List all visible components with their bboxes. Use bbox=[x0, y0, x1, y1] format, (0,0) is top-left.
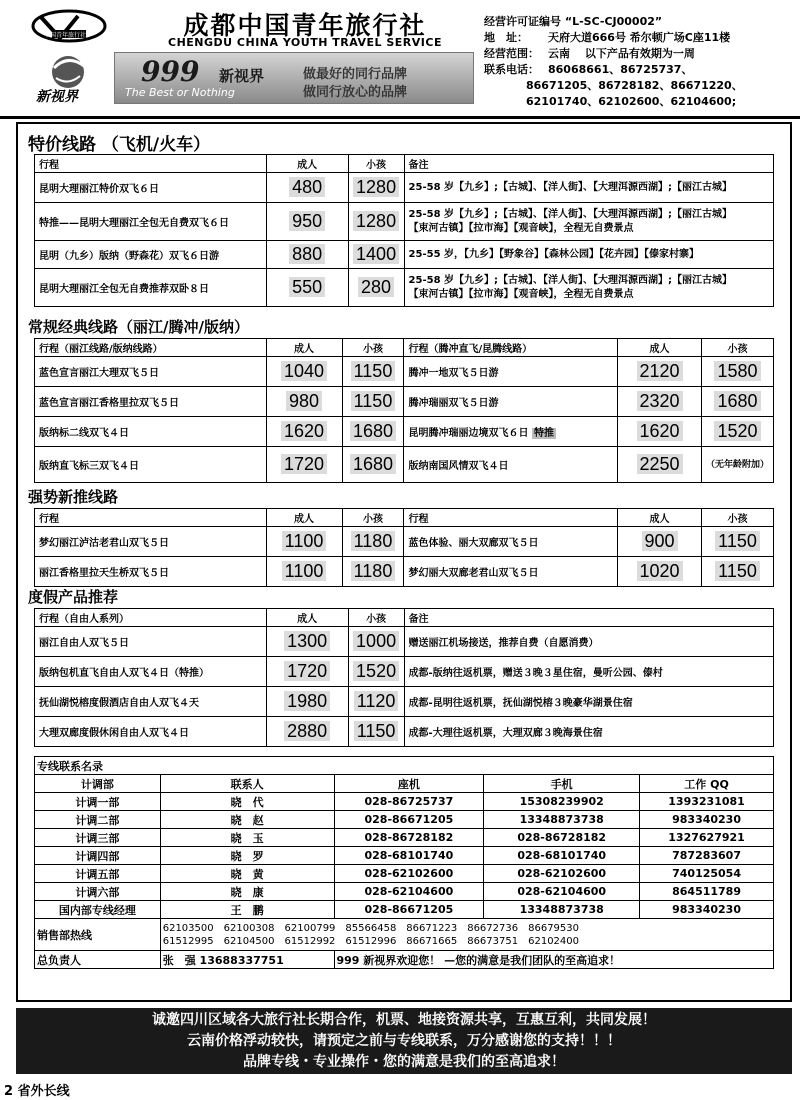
logo2-text: 新视界 bbox=[36, 89, 78, 105]
contact-name: 晓 赵 bbox=[160, 811, 334, 829]
col-header: 行程 bbox=[404, 509, 618, 527]
col-header: 工作 QQ bbox=[640, 775, 774, 793]
child-price: 280 bbox=[358, 277, 394, 297]
table-header-row bbox=[35, 339, 774, 357]
classic-section-title: 常规经典线路（丽江/腾冲/版纳） bbox=[28, 318, 249, 336]
contact-tel: 028-86725737 bbox=[334, 793, 484, 811]
contact-name: 晓 罗 bbox=[160, 847, 334, 865]
route-note: 25-58 岁【九乡】;【古城】、【洋人街】、【大理洱源西湖】;【丽江古城】 bbox=[408, 181, 733, 193]
route-name: 蓝色体验、丽大双廊双飞５日 bbox=[404, 527, 618, 557]
contact-tel: 028-86728182 bbox=[334, 829, 484, 847]
col-header: 成人 bbox=[618, 339, 702, 357]
special-section-title: 特价线路 （飞机/火车） bbox=[28, 135, 211, 155]
contact-mobile: 028-62102600 bbox=[484, 865, 640, 883]
contact-mobile: 13348873738 bbox=[484, 901, 640, 919]
child-price: 1680 bbox=[350, 454, 396, 474]
route-name: 版纳直飞标三双飞４日 bbox=[35, 447, 267, 483]
contact-tel: 028-62104600 bbox=[334, 883, 484, 901]
address-label: 地 址： bbox=[484, 31, 528, 44]
table-header-row bbox=[35, 609, 774, 627]
col-header: 成人 bbox=[266, 509, 342, 527]
col-header: 小孩 bbox=[348, 609, 404, 627]
special-table bbox=[34, 154, 774, 307]
main-frame bbox=[16, 122, 792, 1002]
child-price: 1000 bbox=[353, 631, 399, 651]
adult-price: 980 bbox=[286, 391, 322, 411]
adult-price: 2250 bbox=[637, 454, 683, 474]
contact-dept: 计调二部 bbox=[35, 811, 161, 829]
banner-999: 999 bbox=[141, 55, 200, 88]
route-name: 蓝色宣言丽江大理双飞５日 bbox=[35, 357, 267, 387]
contact-qq: 983340230 bbox=[640, 811, 774, 829]
manager-note: 999 新视界欢迎您！ —您的满意是我们团队的至高追求！ bbox=[334, 951, 774, 969]
contact-qq: 983340230 bbox=[640, 901, 774, 919]
table-row bbox=[35, 557, 774, 587]
manager-row bbox=[35, 951, 774, 969]
col-header: 小孩 bbox=[342, 339, 404, 357]
footer-banner bbox=[16, 1008, 792, 1074]
adult-price: 1720 bbox=[281, 454, 327, 474]
route-name: 版纳南国风情双飞４日 bbox=[404, 447, 618, 483]
manager-label: 总负责人 bbox=[35, 951, 161, 969]
adult-price: 1300 bbox=[284, 631, 330, 651]
company-info bbox=[484, 14, 800, 110]
adult-price: 1100 bbox=[282, 531, 327, 551]
table-row bbox=[35, 717, 774, 747]
table-row bbox=[35, 901, 774, 919]
contact-dept: 国内部专线经理 bbox=[35, 901, 161, 919]
col-header: 小孩 bbox=[342, 509, 404, 527]
contact-dept: 计调六部 bbox=[35, 883, 161, 901]
contact-mobile: 028-68101740 bbox=[484, 847, 640, 865]
new-table bbox=[34, 508, 774, 587]
col-header: 行程 bbox=[35, 155, 267, 173]
contact-dept: 计调一部 bbox=[35, 793, 161, 811]
table-row bbox=[35, 357, 774, 387]
table-row bbox=[35, 173, 774, 203]
adult-price: 1620 bbox=[637, 421, 683, 441]
contact-mobile: 028-86728182 bbox=[484, 829, 640, 847]
adult-price: 480 bbox=[289, 177, 325, 197]
contact-dept: 计调四部 bbox=[35, 847, 161, 865]
company-name-cn: 成都中国青年旅行社 bbox=[183, 11, 427, 40]
route-note: 【束河古镇】【拉市海】【观音峡】，全程无自费景点 bbox=[408, 222, 634, 234]
contact-qq: 787283607 bbox=[640, 847, 774, 865]
child-price: 1150 bbox=[351, 391, 396, 411]
col-header: 手机 bbox=[484, 775, 640, 793]
route-name: 昆明大理丽江全包无自费推荐双卧８日 bbox=[35, 269, 267, 307]
route-name: 梦幻丽江泸沽老君山双飞５日 bbox=[35, 527, 267, 557]
banner-tagline-1: 做最好的同行品牌 bbox=[303, 67, 408, 82]
route-note: 25-58 岁【九乡】;【古城】、【洋人街】、【大理洱源西湖】;【丽江古城】 bbox=[408, 208, 733, 220]
col-header: 计调部 bbox=[35, 775, 161, 793]
contact-mobile: 15308239902 bbox=[484, 793, 640, 811]
adult-price: 1020 bbox=[637, 561, 683, 581]
contact-tel: 028-86671205 bbox=[334, 901, 484, 919]
route-name: 蓝色宣言丽江香格里拉双飞５日 bbox=[35, 387, 267, 417]
route-name: 大理双廊度假休闲自由人双飞４日 bbox=[35, 717, 267, 747]
holiday-table bbox=[34, 608, 774, 747]
col-header: 备注 bbox=[404, 609, 773, 627]
adult-price: 2880 bbox=[284, 721, 330, 741]
table-row bbox=[35, 627, 774, 657]
adult-price: 950 bbox=[289, 211, 325, 231]
route-note: 25-58 岁【九乡】;【古城】、【洋人街】、【大理洱源西湖】;【丽江古城】 bbox=[408, 274, 733, 286]
phone-label: 联系电话： bbox=[484, 63, 539, 76]
featured-badge: 特推 bbox=[533, 428, 554, 439]
child-price: 1150 bbox=[354, 721, 399, 741]
child-price: 1150 bbox=[351, 361, 396, 381]
route-note: 成都-大理往返机票，大理双廊３晚海景住宿 bbox=[404, 717, 773, 747]
adult-price: 900 bbox=[642, 531, 678, 551]
route-note: 赠送丽江机场接送，推荐自费（自愿消费） bbox=[404, 627, 773, 657]
child-price: 1150 bbox=[715, 561, 760, 581]
table-header-row bbox=[35, 775, 774, 793]
child-price: 1280 bbox=[353, 177, 399, 197]
route-name: 特推——昆明大理丽江全包无自费双飞６日 bbox=[35, 203, 267, 241]
table-row bbox=[35, 387, 774, 417]
contact-dept: 计调三部 bbox=[35, 829, 161, 847]
contact-qq: 740125054 bbox=[640, 865, 774, 883]
table-row bbox=[35, 793, 774, 811]
table-row bbox=[35, 269, 774, 307]
route-name: 腾冲一地双飞５日游 bbox=[404, 357, 618, 387]
route-name: 昆明（九乡）版纳（野森花）双飞６日游 bbox=[35, 241, 267, 269]
route-name: 梦幻丽大双廊老君山双飞５日 bbox=[404, 557, 618, 587]
address-value: 天府大道666号 希尔顿广场C座11楼 bbox=[548, 31, 731, 44]
contact-qq: 1327627921 bbox=[640, 829, 774, 847]
license-value: “L-SC-CJ00002” bbox=[564, 15, 663, 28]
adult-price: 1040 bbox=[281, 361, 327, 381]
table-row bbox=[35, 447, 774, 483]
table-row bbox=[35, 687, 774, 717]
holiday-section-title: 度假产品推荐 bbox=[28, 588, 119, 606]
col-header: 小孩 bbox=[348, 155, 404, 173]
license-label: 经营许可证编号 bbox=[484, 15, 561, 28]
manager-value: 张 强 13688337751 bbox=[160, 951, 334, 969]
contact-dept: 计调五部 bbox=[35, 865, 161, 883]
contact-tel: 028-62102600 bbox=[334, 865, 484, 883]
hotline-numbers: 61512995 62104500 61512992 61512996 86671665 86673751 62102400 bbox=[162, 935, 580, 947]
route-name: 抚仙湖悦榕度假酒店自由人双飞４天 bbox=[35, 687, 267, 717]
contacts-title: 专线联系名录 bbox=[35, 757, 774, 775]
col-header: 行程（自由人系列） bbox=[35, 609, 267, 627]
contact-name: 晓 玉 bbox=[160, 829, 334, 847]
child-price: 1180 bbox=[351, 561, 396, 581]
col-header: 成人 bbox=[266, 339, 342, 357]
adult-price: 1980 bbox=[284, 691, 330, 711]
table-header-row bbox=[35, 155, 774, 173]
contacts-table bbox=[34, 756, 774, 969]
adult-price: 2120 bbox=[637, 361, 683, 381]
route-note: 成都-昆明往返机票，抚仙湖悦榕３晚豪华湖景住宿 bbox=[404, 687, 773, 717]
child-price: 1280 bbox=[353, 211, 399, 231]
scope-label: 经营范围： bbox=[484, 47, 539, 60]
child-price: 1680 bbox=[714, 391, 760, 411]
banner-slogan: The Best or Nothing bbox=[125, 86, 235, 99]
col-header: 行程（丽江线路/版纳线路） bbox=[35, 339, 267, 357]
footer-line-3: 品牌专线・专业操作・您的满意是我们的至高追求！ bbox=[243, 1054, 565, 1070]
route-note: 25-55 岁，【九乡】【野象谷】【森林公园】【花卉园】【傣家村寨】 bbox=[408, 248, 700, 260]
table-row bbox=[35, 865, 774, 883]
adult-price: 2320 bbox=[637, 391, 683, 411]
route-name: 昆明腾冲瑞丽边境双飞６日 bbox=[408, 428, 529, 439]
footer-line-2: 云南价格浮动较快，请预定之前与专线联系，万分感谢您的支持！！！ bbox=[187, 1033, 621, 1049]
route-name: 丽江自由人双飞５日 bbox=[35, 627, 267, 657]
footer-line-1: 诚邀四川区域各大旅行社长期合作，机票、地接资源共享，互惠互利，共同发展！ bbox=[152, 1012, 656, 1028]
contact-name: 晓 康 bbox=[160, 883, 334, 901]
hotline-label: 销售部热线 bbox=[35, 919, 161, 951]
col-header: 联系人 bbox=[160, 775, 334, 793]
company-name-en: CHENGDU CHINA YOUTH TRAVEL SERVICE bbox=[168, 36, 442, 49]
child-price: 1120 bbox=[354, 691, 399, 711]
header bbox=[0, 0, 800, 110]
adult-price: 550 bbox=[289, 277, 325, 297]
contact-name: 王 鹏 bbox=[160, 901, 334, 919]
logo-text: 中国青年旅行社 bbox=[44, 32, 87, 39]
page-label: 2 省外长线 bbox=[4, 1084, 70, 1099]
table-row bbox=[35, 811, 774, 829]
contact-qq: 864511789 bbox=[640, 883, 774, 901]
phone-line-1: 86068661、86725737、 bbox=[548, 63, 693, 76]
table-row bbox=[35, 657, 774, 687]
col-header: 小孩 bbox=[702, 509, 774, 527]
brand-banner bbox=[114, 52, 474, 104]
col-header: 成人 bbox=[266, 155, 348, 173]
col-header: 小孩 bbox=[702, 339, 774, 357]
table-row bbox=[35, 847, 774, 865]
route-name: 腾冲瑞丽双飞５日游 bbox=[404, 387, 618, 417]
adult-price: 1100 bbox=[282, 561, 327, 581]
table-row bbox=[35, 241, 774, 269]
contact-qq: 1393231081 bbox=[640, 793, 774, 811]
child-price: 1180 bbox=[351, 531, 396, 551]
child-price: 1680 bbox=[350, 421, 396, 441]
table-row bbox=[35, 883, 774, 901]
header-divider bbox=[0, 116, 800, 119]
contact-tel: 028-86671205 bbox=[334, 811, 484, 829]
child-price: 1520 bbox=[353, 661, 399, 681]
adult-price: 1720 bbox=[284, 661, 330, 681]
phone-line-3: 62101740、62102600、62104600; bbox=[526, 95, 737, 108]
route-note: 【束河古镇】【拉市海】【观音峡】，全程无自费景点 bbox=[408, 288, 634, 300]
child-price-note: （无年龄附加） bbox=[702, 447, 774, 483]
scope-value: 云南 以下产品有效期为一周 bbox=[548, 47, 695, 60]
route-name: 丽江香格里拉天生桥双飞５日 bbox=[35, 557, 267, 587]
table-row bbox=[35, 829, 774, 847]
route-name: 版纳包机直飞自由人双飞４日（特推） bbox=[35, 657, 267, 687]
route-name: 昆明大理丽江特价双飞６日 bbox=[35, 173, 267, 203]
child-price: 1520 bbox=[714, 421, 760, 441]
col-header: 成人 bbox=[266, 609, 348, 627]
table-header-row bbox=[35, 509, 774, 527]
col-header: 行程（腾冲直飞/昆腾线路） bbox=[404, 339, 618, 357]
col-header: 备注 bbox=[404, 155, 773, 173]
contact-mobile: 028-62104600 bbox=[484, 883, 640, 901]
col-header: 行程 bbox=[35, 509, 267, 527]
table-row bbox=[35, 203, 774, 241]
table-row bbox=[35, 527, 774, 557]
contact-mobile: 13348873738 bbox=[484, 811, 640, 829]
route-name: 版纳标二线双飞４日 bbox=[35, 417, 267, 447]
child-price: 1400 bbox=[353, 244, 399, 264]
hotline-numbers: 62103500 62100308 62100799 85566458 86671223 86672736 86679530 bbox=[162, 922, 580, 934]
hotline-row bbox=[35, 919, 774, 951]
banner-name: 新视界 bbox=[219, 67, 265, 85]
contact-tel: 028-68101740 bbox=[334, 847, 484, 865]
phone-line-2: 86671205、86728182、86671220、 bbox=[526, 79, 743, 92]
table-row bbox=[35, 417, 774, 447]
child-price: 1150 bbox=[715, 531, 760, 551]
new-section-title: 强势新推线路 bbox=[28, 488, 119, 506]
classic-table bbox=[34, 338, 774, 483]
col-header: 座机 bbox=[334, 775, 484, 793]
col-header: 成人 bbox=[618, 509, 702, 527]
contact-name: 晓 黄 bbox=[160, 865, 334, 883]
adult-price: 880 bbox=[289, 244, 325, 264]
route-note: 成都-版纳往返机票，赠送３晚３星住宿，曼听公园、傣村 bbox=[404, 657, 773, 687]
banner-tagline-2: 做同行放心的品牌 bbox=[303, 85, 408, 100]
contact-name: 晓 代 bbox=[160, 793, 334, 811]
adult-price: 1620 bbox=[281, 421, 327, 441]
child-price: 1580 bbox=[714, 361, 760, 381]
